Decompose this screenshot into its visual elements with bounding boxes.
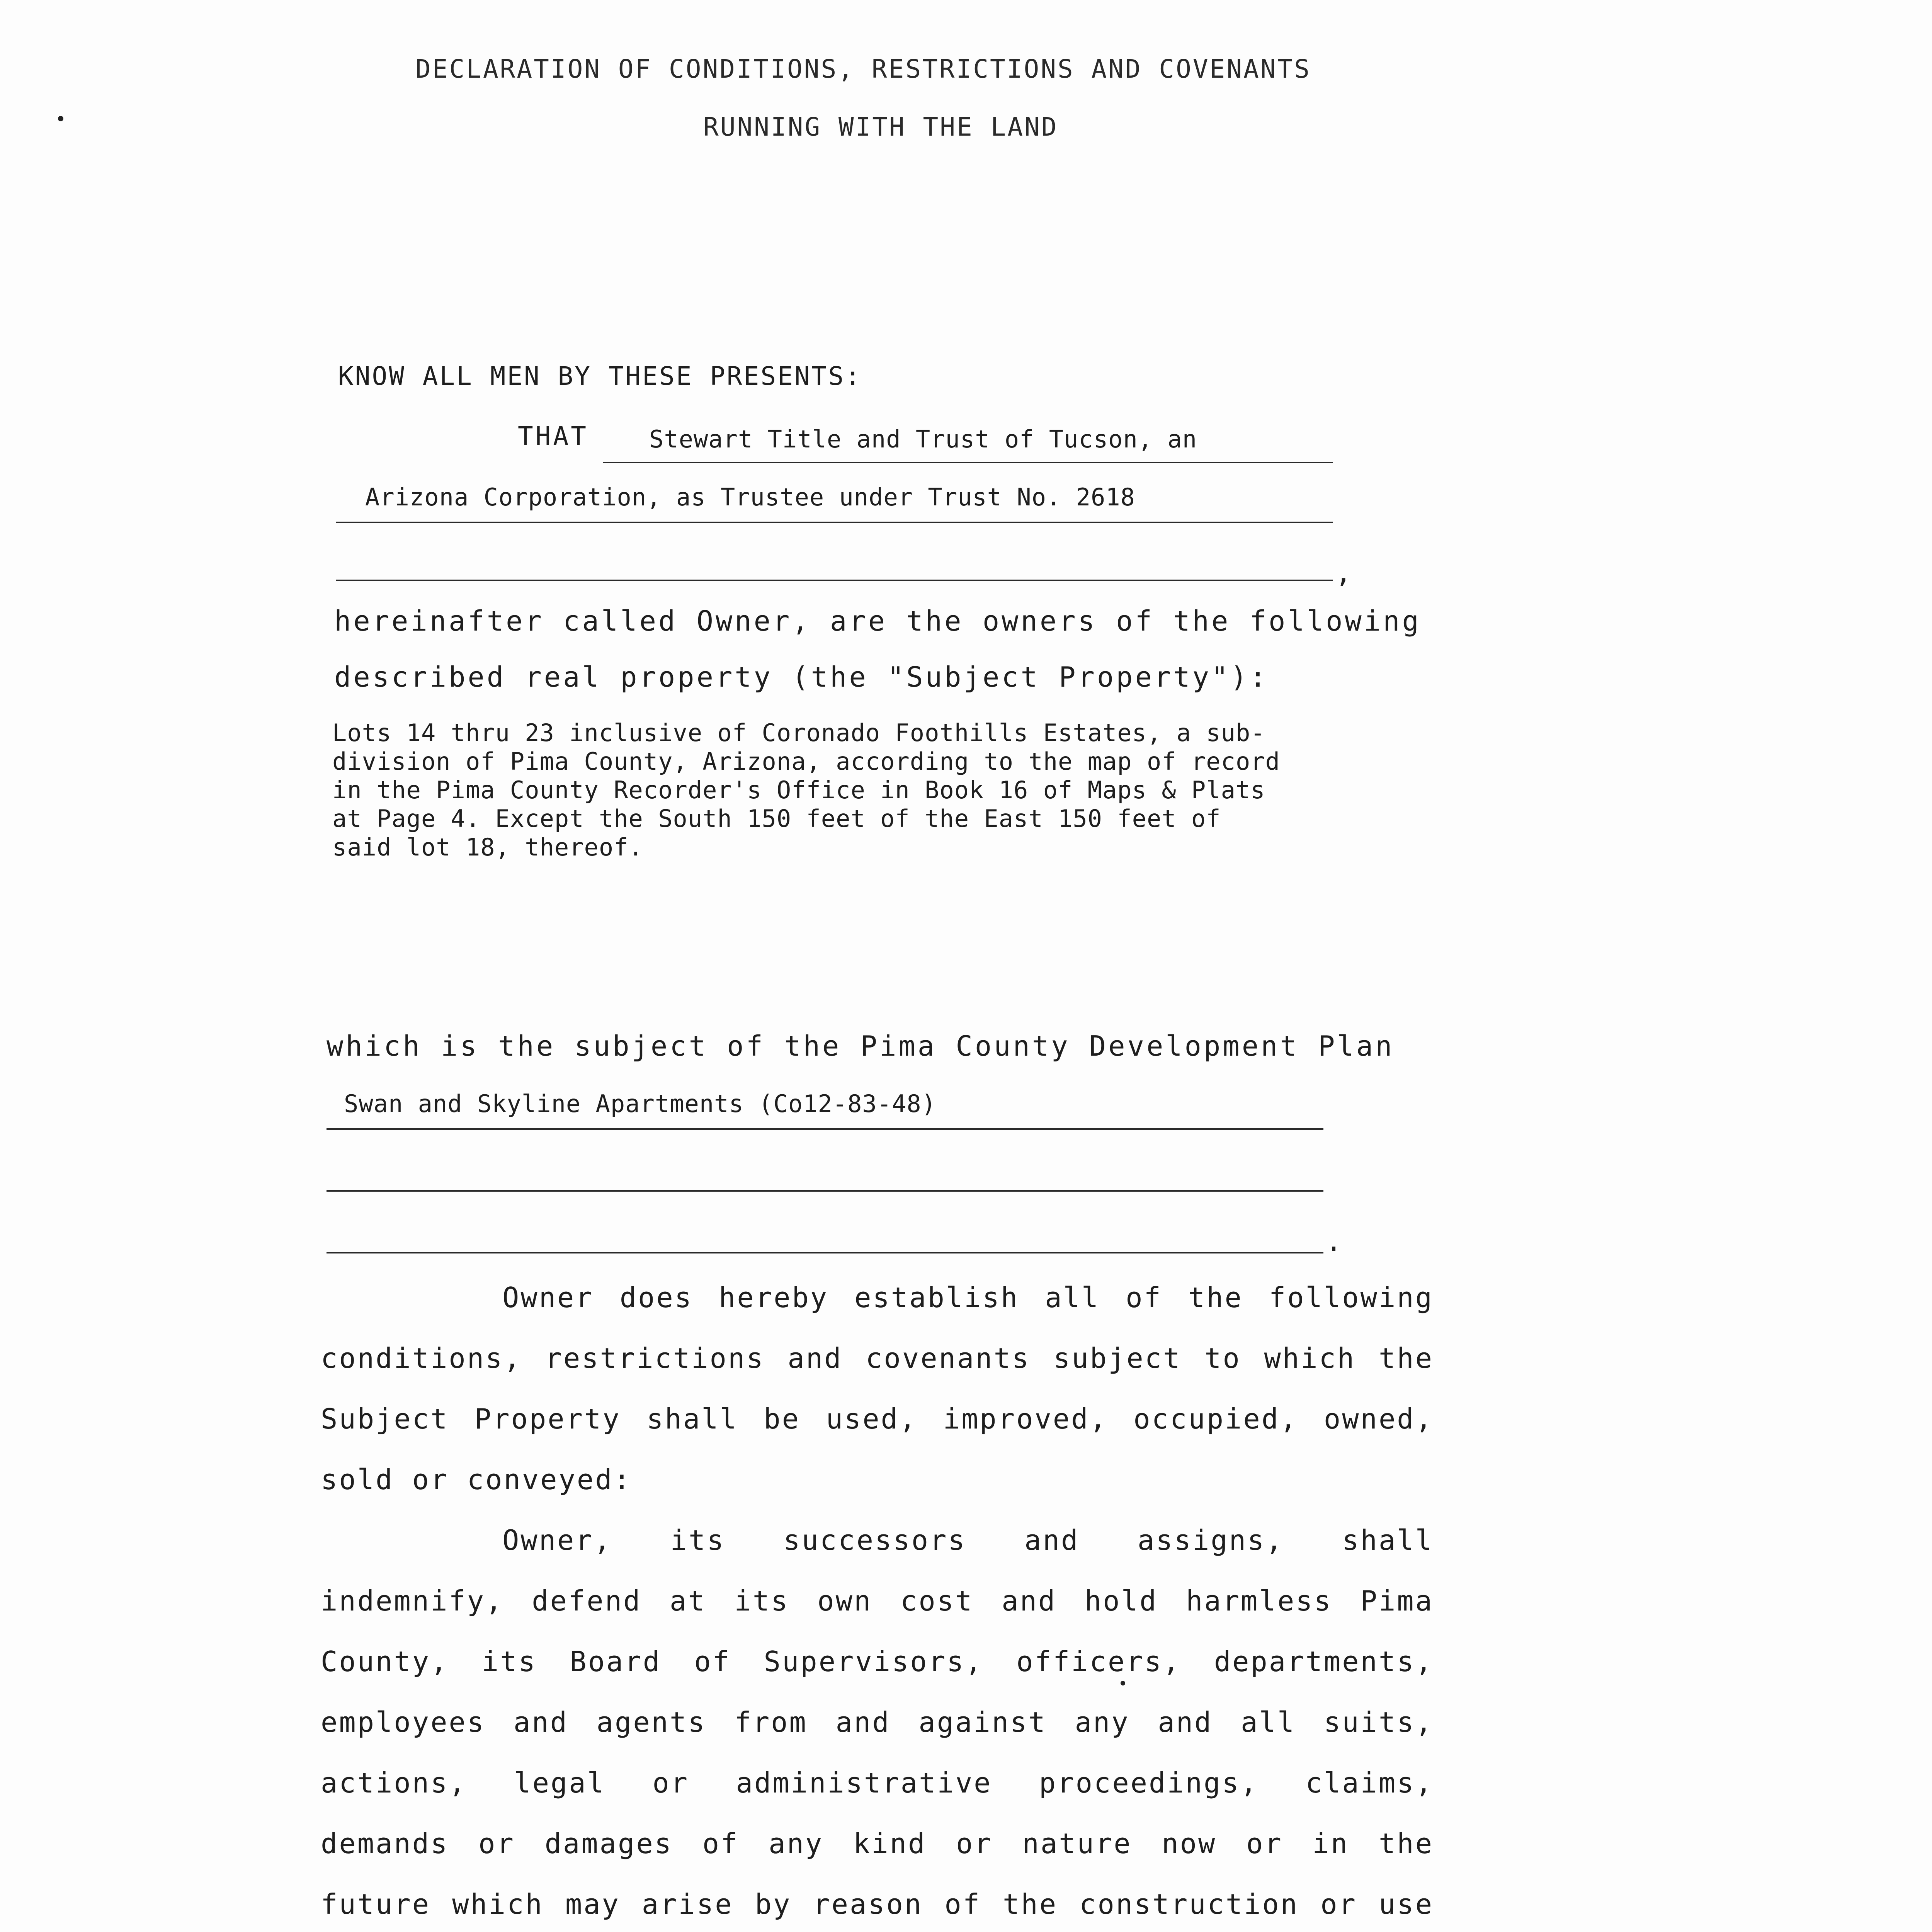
development-plan-intro: which is the subject of the Pima County Development Plan (327, 1030, 1395, 1062)
covenant-paragraph-2: Owner, its successors and assigns, shall indemnify, defend at its own cost and hold harmless Pima County, its Board of Supervisors, officers, departments, employees and agents from and against any and all suits, actions, legal or administrative proceedings, claims, demands or damages of any kind or nature now or in the future which may arise by reason of the construction or use (321, 1524, 1434, 1920)
scan-speck (1121, 1681, 1125, 1685)
scan-speck (58, 116, 63, 121)
covenant-body (321, 1267, 1434, 1932)
owner-rule-2 (336, 522, 1333, 523)
legal-line: said lot 18, thereof. (332, 833, 643, 861)
plan-rule-period: . (1325, 1225, 1345, 1257)
covenant-paragraph-1: Owner does hereby establish all of the following conditions, restrictions and covenants subject to which the Subject Property shall be used, improved, occupied, owned, sold or conveyed: (321, 1281, 1434, 1496)
owner-rule-comma: , (1335, 556, 1354, 589)
owner-rule-3 (336, 580, 1333, 581)
plan-rule-2 (327, 1190, 1323, 1192)
legal-line: at Page 4. Except the South 150 feet of the East 150 feet of (332, 804, 1221, 833)
owner-name-line2: Arizona Corporation, as Trustee under Trust No. 2618 (365, 483, 1136, 511)
development-plan-name: Swan and Skyline Apartments (Co12-83-48) (344, 1090, 937, 1118)
legal-line: Lots 14 thru 23 inclusive of Coronado Foothills Estates, a sub- (332, 719, 1265, 747)
know-all-men: KNOW ALL MEN BY THESE PRESENTS: (338, 361, 862, 391)
hereinafter-line: hereinafter called Owner, are the owners of the following (334, 605, 1421, 637)
described-line: described real property (the "Subject Property"): (334, 661, 1269, 693)
legal-description (332, 719, 1280, 862)
legal-line: in the Pima County Recorder's Office in Book 16 of Maps & Plats (332, 776, 1265, 804)
document-subtitle: RUNNING WITH THE LAND (703, 112, 1058, 142)
plan-rule-1 (327, 1128, 1323, 1130)
owner-rule-1 (603, 462, 1333, 463)
document-title: DECLARATION OF CONDITIONS, RESTRICTIONS AND COVENANTS (415, 54, 1311, 84)
that-label: THAT (518, 421, 588, 451)
plan-rule-3 (327, 1252, 1323, 1253)
legal-line: division of Pima County, Arizona, according to the map of record (332, 747, 1280, 776)
owner-name-line1: Stewart Title and Trust of Tucson, an (649, 425, 1197, 453)
